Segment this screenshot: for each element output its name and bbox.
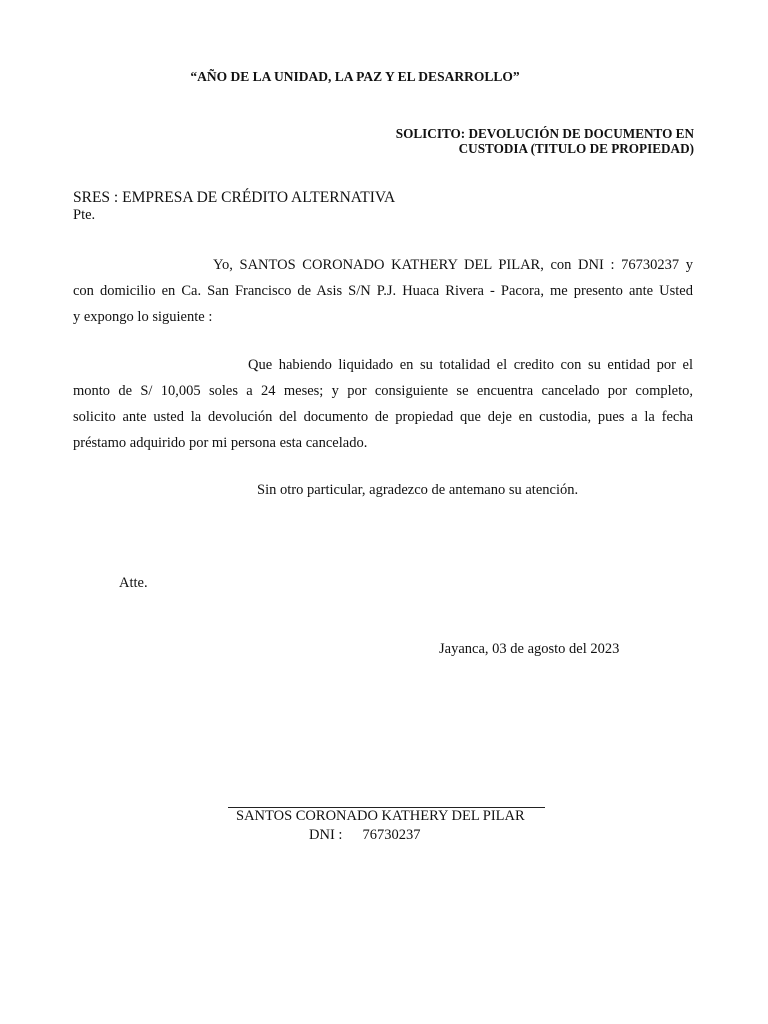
atte-signoff: Atte. xyxy=(119,575,148,591)
subject-line-2: CUSTODIA (TITULO DE PROPIEDAD) xyxy=(458,141,694,156)
closing-sentence: Sin otro particular, agradezco de antemano su atención. xyxy=(257,482,579,498)
dni-value: 76730237 xyxy=(362,827,421,843)
year-motto: “AÑO DE LA UNIDAD, LA PAZ Y EL DESARROLLO” xyxy=(190,69,520,84)
request-line: solicito ante usted la devolución del documento de propiedad que deje en custodia, pues a la fecha xyxy=(73,409,693,425)
intro-line: y expongo lo siguiente : xyxy=(73,309,213,325)
addressee-line: SRES : EMPRESA DE CRÉDITO ALTERNATIVA xyxy=(73,189,396,206)
signer-name: SANTOS CORONADO KATHERY DEL PILAR xyxy=(236,808,525,824)
signer-dni xyxy=(309,827,420,844)
intro-line: Yo, SANTOS CORONADO KATHERY DEL PILAR, con DNI : 76730237 y xyxy=(213,257,693,273)
dni-label: DNI : xyxy=(309,827,343,843)
request-line: Que habiendo liquidado en su totalidad el credito con su entidad por el xyxy=(248,357,693,373)
addressee-present: Pte. xyxy=(73,207,96,223)
request-subject xyxy=(396,126,694,156)
request-line: monto de S/ 10,005 soles a 24 meses; y por consiguiente se encuentra cancelado por completo, xyxy=(73,383,693,399)
request-line: préstamo adquirido por mi persona esta cancelado. xyxy=(73,435,368,451)
intro-line: con domicilio en Ca. San Francisco de Asis S/N P.J. Huaca Rivera - Pacora, me presento ante Usted xyxy=(73,283,693,299)
place-and-date: Jayanca, 03 de agosto del 2023 xyxy=(439,641,620,657)
intro-paragraph xyxy=(73,252,693,330)
request-paragraph xyxy=(73,352,693,456)
subject-line-1: SOLICITO: DEVOLUCIÓN DE DOCUMENTO EN xyxy=(395,126,694,141)
